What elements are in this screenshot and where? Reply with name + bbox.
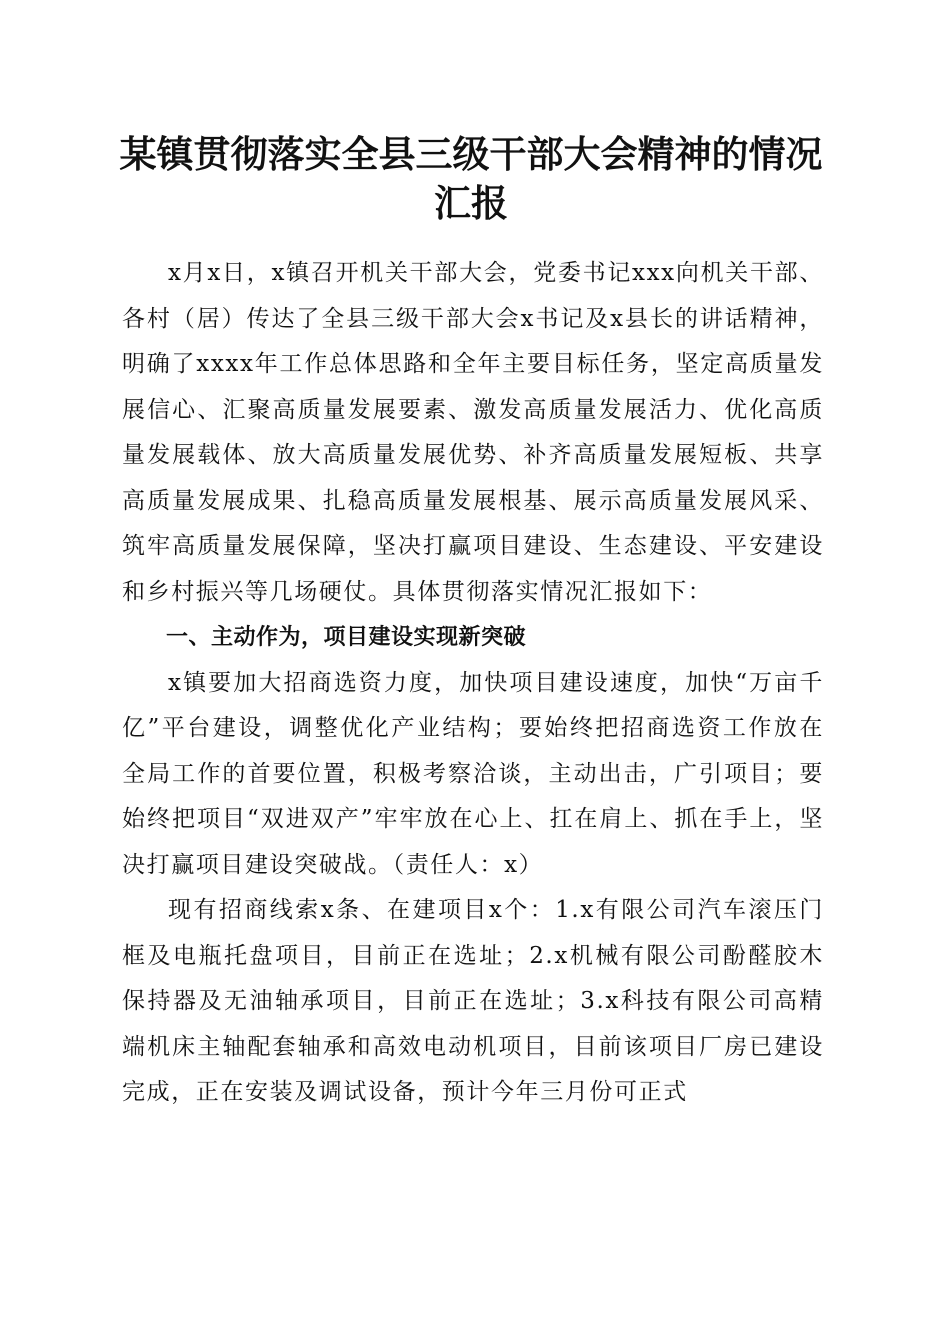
section-1-paragraph-1: x镇要加大招商选资力度，加快项目建设速度，加快“万亩千亿”平台建设，调整优化产业结构；要始终把招商选资工作放在全局工作的首要位置，积极考察洽谈，主动出击，广引项目；要始终把项目“双进双产”牢牢放在心上、扛在肩上、抓在手上，坚决打赢项目建设突破战。（责任人：x） (122, 669, 824, 878)
document-title: 某镇贯彻落实全县三级干部大会精神的情况汇报 (119, 132, 823, 225)
section-heading-1: 一、主动作为，项目建设实现新突破 (166, 625, 527, 650)
document-body (122, 251, 824, 1116)
intro-paragraph: x月x日，x镇召开机关干部大会，党委书记xxx向机关干部、各村（居）传达了全县三级干部大会x书记及x县长的讲话精神，明确了xxxx年工作总体思路和全年主要目标任务，坚定高质量发展信心、汇聚高质量发展要素、激发高质量发展活力、优化高质量发展载体、放大高质量发展优势、补齐高质量发展短板、共享高质量发展成果、扎稳高质量发展根基、展示高质量发展风采、筑牢高质量发展保障，坚决打赢项目建设、生态建设、平安建设和乡村振兴等几场硬仗。具体贯彻落实情况汇报如下： (122, 260, 824, 605)
section-1-paragraph-2: 现有招商线索x条、在建项目x个：1.x有限公司汽车滚压门框及电瓶托盘项目，目前正在选址；2.x机械有限公司酚醛胶木保持器及无油轴承项目，目前正在选址；3.x科技有限公司高精端机床主轴配套轴承和高效电动机项目，目前该项目厂房已建设完成，正在安装及调试设备，预计今年三月份可正式 (122, 897, 824, 1105)
